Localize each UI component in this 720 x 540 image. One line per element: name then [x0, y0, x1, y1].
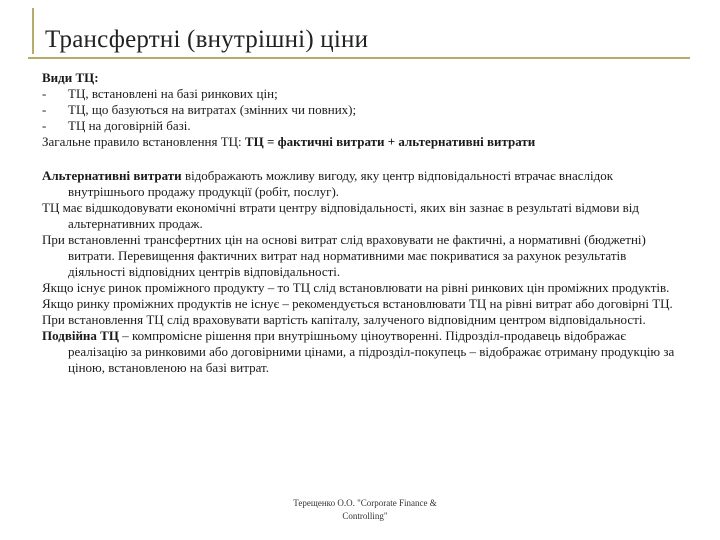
general-rule-formula: ТЦ = фактичні витрати + альтернативні витрати	[244, 134, 536, 149]
bullet-text: ТЦ на договірній базі.	[68, 118, 191, 133]
list-item	[42, 118, 682, 134]
bullet-text: ТЦ, що базуються на витратах (змінних чи повних);	[68, 102, 357, 117]
paragraph-dual-price: Подвійна ТЦ – компромісне рішення при внутрішньому ціноутворенні. Підрозділ-продавець відображає реалізацію за ринковими або договірними цінами, а підрозділ-покупець – відображає отриману продукцію за ціною, встановленою на базі витрат.	[42, 328, 675, 375]
footer-credit	[240, 497, 490, 523]
bullet-dash: -	[42, 86, 47, 101]
footer-line: Терещенко О.О. "Corporate Finance &	[293, 498, 437, 508]
paragraph-no-market: Якщо ринку проміжних продуктів не існує – рекомендується встановлювати ТЦ на рівні витрат або договірні ТЦ.	[42, 296, 673, 311]
paragraph-normative-costs: При встановленні трансфертних цін на основі витрат слід враховувати не фактичні, а нормативні (бюджетні) витрати. Перевищення фактичних витрат над нормативними має покриватися за рахунок результатів діяльності відповідних центрів відповідальності.	[42, 232, 646, 279]
bullet-dash: -	[42, 118, 47, 133]
general-rule	[42, 134, 682, 150]
title-accent-vertical-line	[32, 8, 34, 54]
general-rule-prefix: Загальне правило встановлення ТЦ:	[42, 134, 245, 149]
term-dual-price: Подвійна ТЦ	[42, 328, 119, 343]
slide-title: Трансфертні (внутрішні) ціни	[45, 26, 369, 53]
paragraph-market-exists: Якщо існує ринок проміжного продукту – то ТЦ слід встановлювати на рівні ринкових цін проміжних продуктів.	[42, 280, 670, 295]
types-heading: Види ТЦ:	[42, 70, 99, 85]
slide-content	[42, 70, 682, 376]
term-alternative-costs: Альтернативні витрати	[42, 168, 182, 183]
list-item	[42, 86, 682, 102]
footer-line: Controlling"	[342, 511, 388, 521]
paragraph-capital-cost: При встановлення ТЦ слід враховувати вартість капіталу, залученого відповідним центром відповідальності.	[42, 312, 646, 327]
list-item	[42, 102, 682, 118]
bullet-dash: -	[42, 102, 47, 117]
paragraph-compensation: ТЦ має відшкодовувати економічні втрати центру відповідальності, яких він зазнає в результаті відмови від альтернативних продаж.	[42, 200, 640, 231]
bullet-text: ТЦ, встановлені на базі ринкових цін;	[68, 86, 278, 101]
title-accent-horizontal-line	[28, 57, 690, 59]
paragraph-alternative-costs: Альтернативні витрати відображають можливу вигоду, яку центр відповідальності втрачає внаслідок внутрішнього продажу продукції (робіт, послуг).	[42, 168, 614, 199]
